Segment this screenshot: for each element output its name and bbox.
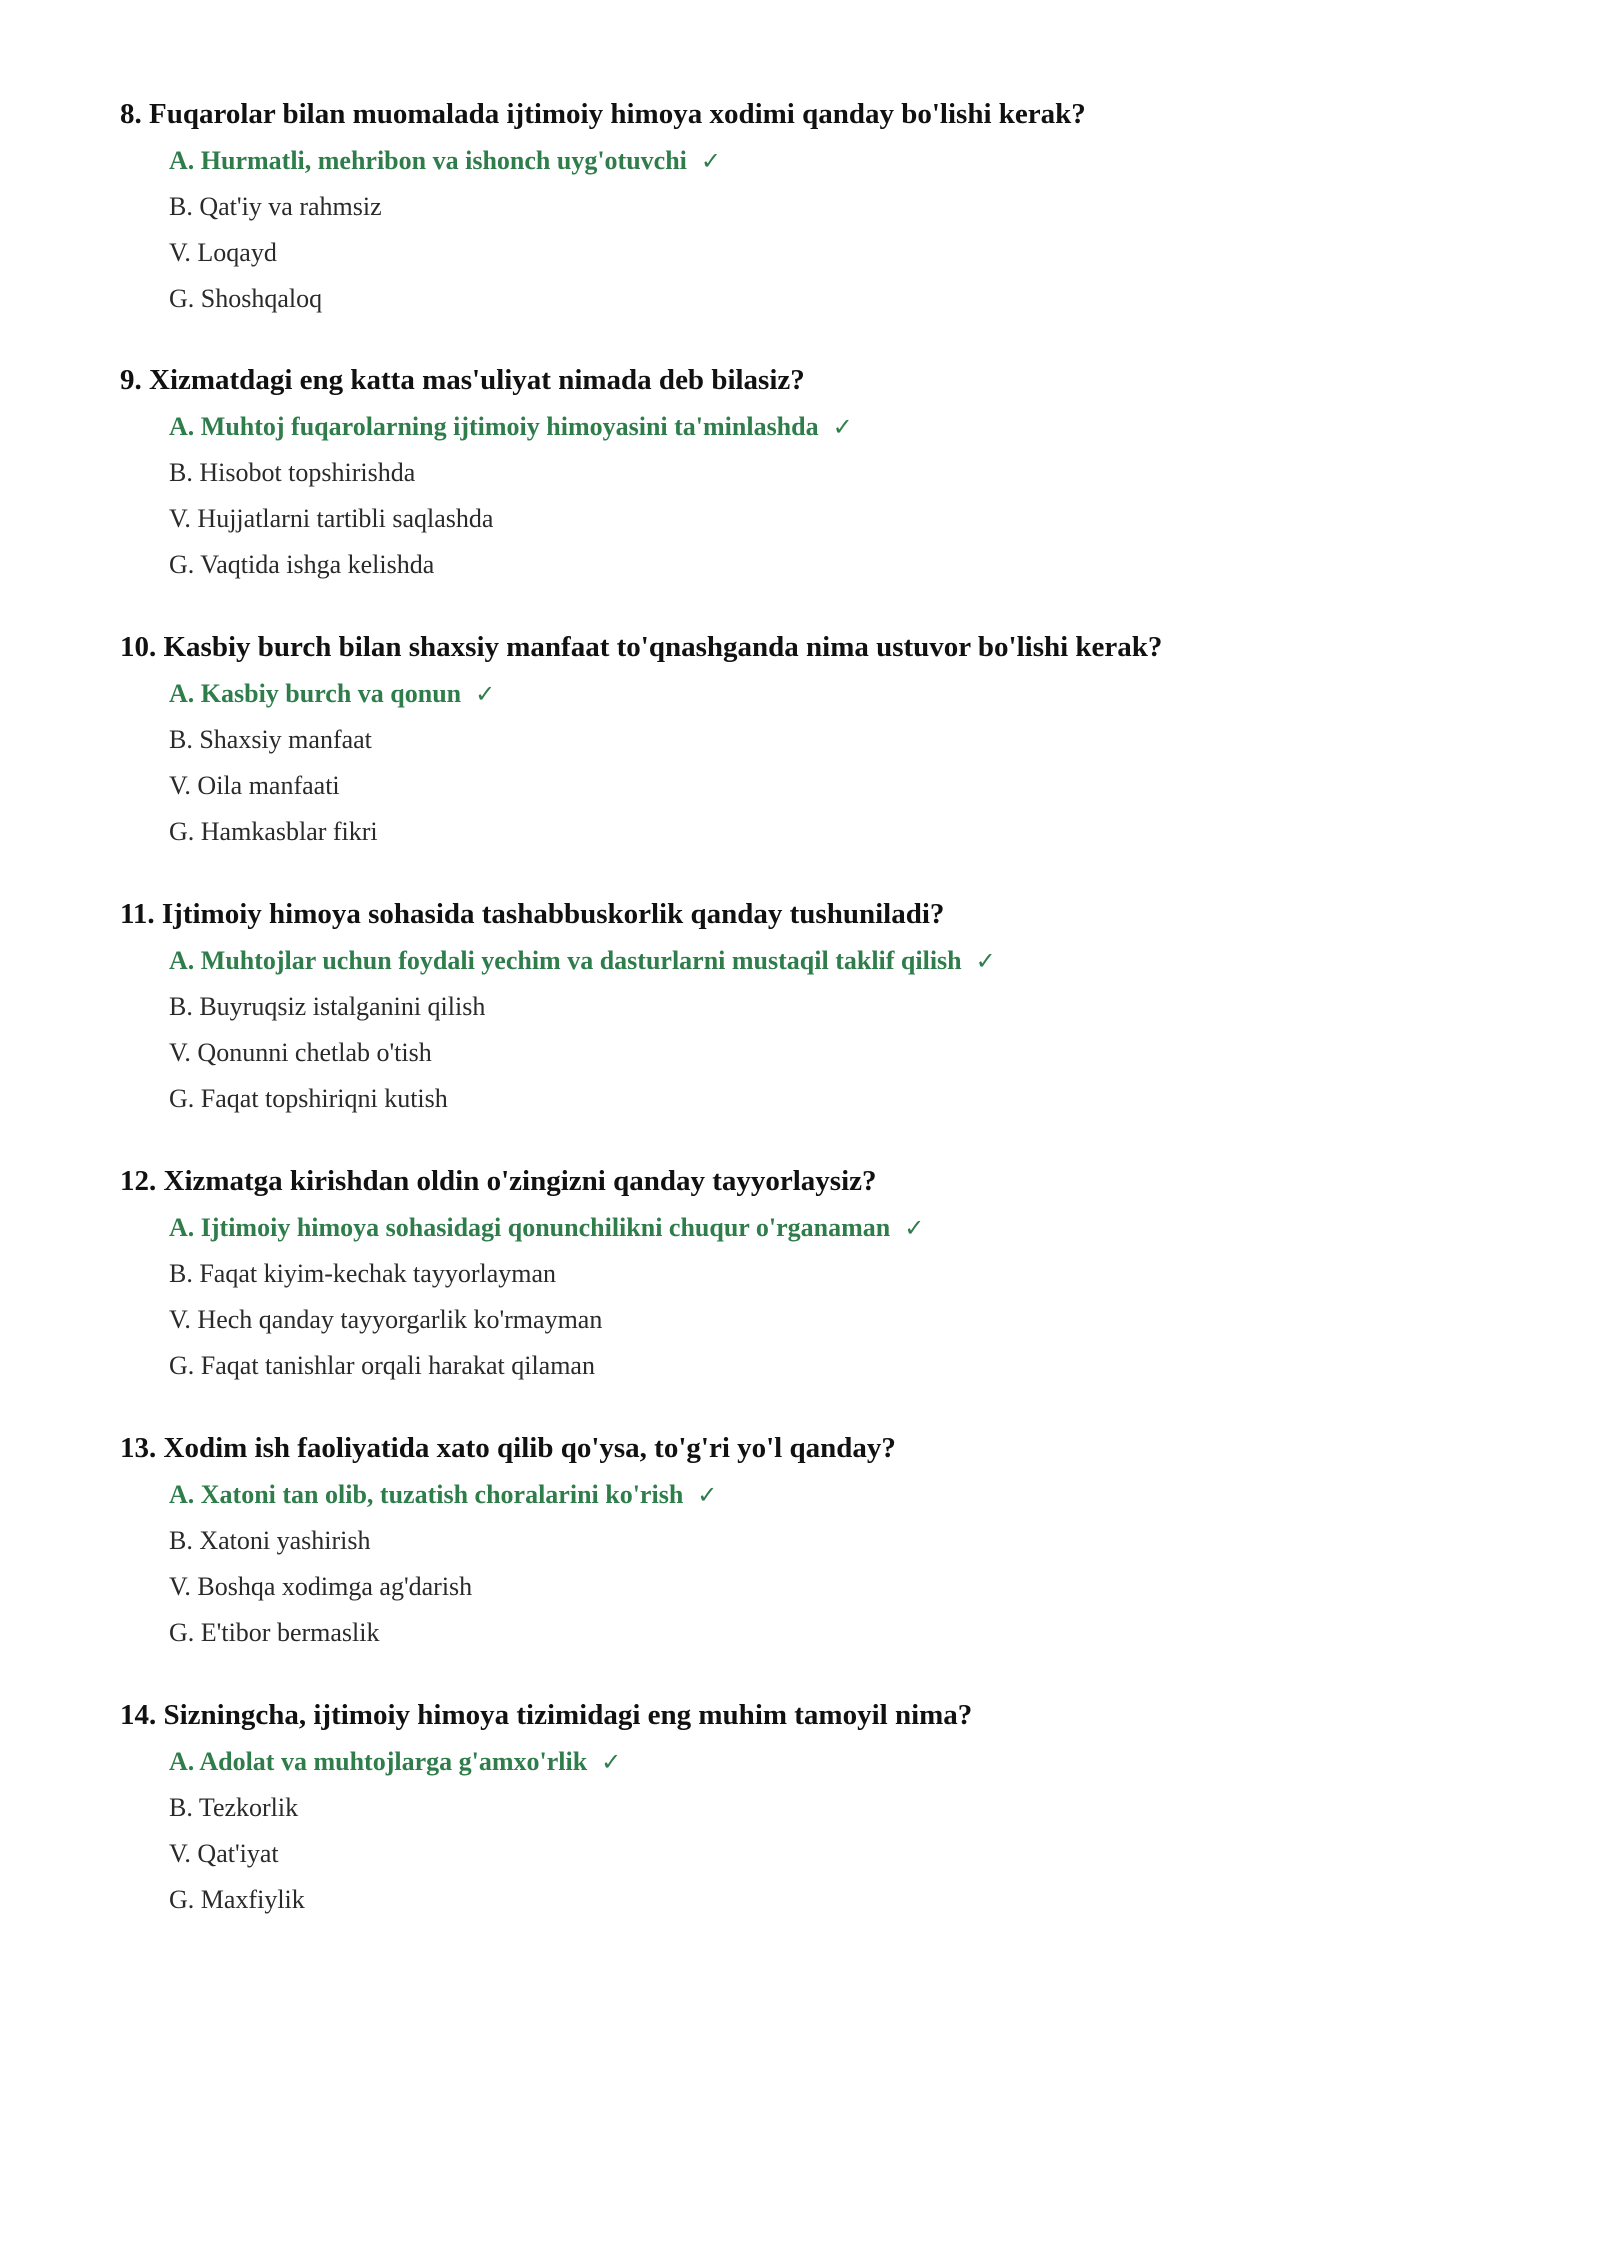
answer-text: G. Shoshqaloq bbox=[169, 284, 323, 313]
answer-option-g bbox=[169, 1351, 1520, 1381]
answer-text: G. E'tibor bermaslik bbox=[169, 1618, 380, 1647]
question-14 bbox=[120, 1697, 1520, 1931]
answer-option-v bbox=[169, 1038, 1520, 1068]
question-8 bbox=[120, 96, 1520, 330]
question-title: 8. Fuqarolar bilan muomalada ijtimoiy himoya xodimi qanday bo'lishi kerak? bbox=[120, 98, 1086, 130]
answer-text: G. Vaqtida ishga kelishda bbox=[169, 550, 435, 579]
answer-option-g bbox=[169, 284, 1520, 314]
answer-text: A. Adolat va muhtojlarga g'amxo'rlik bbox=[169, 1747, 588, 1776]
answer-option-a-correct bbox=[169, 946, 1520, 976]
answer-text: V. Hech qanday tayyorgarlik ko'rmayman bbox=[169, 1305, 603, 1334]
answer-text: B. Buyruqsiz istalganini qilish bbox=[169, 992, 486, 1021]
checkmark-icon: ✓ bbox=[700, 147, 722, 175]
answer-options bbox=[120, 412, 1520, 580]
answer-option-b bbox=[169, 1526, 1520, 1556]
checkmark-icon: ✓ bbox=[975, 947, 996, 975]
answer-option-a-correct bbox=[169, 146, 1520, 176]
answer-option-g bbox=[169, 1084, 1520, 1114]
question-12 bbox=[120, 1163, 1520, 1397]
answer-text: G. Maxfiylik bbox=[169, 1885, 305, 1914]
answer-option-b bbox=[169, 725, 1520, 755]
answer-option-b bbox=[169, 1793, 1520, 1823]
question-title: 13. Xodim ish faoliyatida xato qilib qo'ysa, to'g'ri yo'l qanday? bbox=[120, 1432, 896, 1464]
answer-text: V. Hujjatlarni tartibli saqlashda bbox=[169, 504, 494, 533]
answer-option-v bbox=[169, 238, 1520, 268]
answer-option-g bbox=[169, 1618, 1520, 1648]
question-11 bbox=[120, 896, 1520, 1130]
answer-option-g bbox=[169, 817, 1520, 847]
answer-text: V. Oila manfaati bbox=[169, 771, 340, 800]
answer-options bbox=[120, 1747, 1520, 1915]
question-title: 14. Sizningcha, ijtimoiy himoya tizimidagi eng muhim tamoyil nima? bbox=[120, 1699, 973, 1731]
answer-option-b bbox=[169, 1259, 1520, 1289]
answer-text: V. Loqayd bbox=[169, 238, 277, 267]
answer-options bbox=[120, 1213, 1520, 1381]
answer-text: B. Xatoni yashirish bbox=[169, 1526, 371, 1555]
answer-text: G. Faqat topshiriqni kutish bbox=[169, 1084, 448, 1113]
checkmark-icon: ✓ bbox=[601, 1748, 622, 1776]
answer-text: G. Faqat tanishlar orqali harakat qilaman bbox=[169, 1351, 595, 1380]
answer-options bbox=[120, 1480, 1520, 1648]
answer-text: B. Tezkorlik bbox=[169, 1793, 299, 1822]
answer-text: A. Ijtimoiy himoya sohasidagi qonunchilikni chuqur o'rganaman bbox=[169, 1213, 891, 1242]
answer-text: B. Qat'iy va rahmsiz bbox=[169, 192, 382, 221]
answer-text: A. Muhtojlar uchun foydali yechim va dasturlarni mustaqil taklif qilish bbox=[169, 946, 962, 975]
answer-option-a-correct bbox=[169, 679, 1520, 709]
answer-option-b bbox=[169, 192, 1520, 222]
answer-text: G. Hamkasblar fikri bbox=[169, 817, 378, 846]
answer-text: A. Muhtoj fuqarolarning ijtimoiy himoyasini ta'minlashda bbox=[169, 412, 819, 441]
answer-options bbox=[120, 146, 1520, 314]
answer-option-a-correct bbox=[169, 412, 1520, 442]
question-title: 12. Xizmatga kirishdan oldin o'zingizni qanday tayyorlaysiz? bbox=[120, 1165, 877, 1197]
answer-text: A. Kasbiy burch va qonun bbox=[169, 679, 462, 708]
answer-option-b bbox=[169, 992, 1520, 1022]
answer-text: B. Shaxsiy manfaat bbox=[169, 725, 372, 754]
checkmark-icon: ✓ bbox=[475, 680, 496, 708]
answer-option-a-correct bbox=[169, 1480, 1520, 1510]
answer-text: V. Boshqa xodimga ag'darish bbox=[169, 1572, 473, 1601]
question-title: 11. Ijtimoiy himoya sohasida tashabbuskorlik qanday tushuniladi? bbox=[120, 898, 945, 930]
answer-text: A. Xatoni tan olib, tuzatish choralarini ko'rish bbox=[169, 1480, 684, 1509]
answer-text: A. Hurmatli, mehribon va ishonch uyg'otuvchi bbox=[169, 146, 687, 175]
answer-option-g bbox=[169, 1885, 1520, 1915]
answer-text: B. Hisobot topshirishda bbox=[169, 458, 416, 487]
answer-option-v bbox=[169, 1572, 1520, 1602]
checkmark-icon: ✓ bbox=[697, 1481, 718, 1509]
question-13 bbox=[120, 1430, 1520, 1664]
answer-option-a-correct bbox=[169, 1213, 1520, 1243]
answer-options bbox=[120, 679, 1520, 847]
answer-option-g bbox=[169, 550, 1520, 580]
question-title: 9. Xizmatdagi eng katta mas'uliyat nimada deb bilasiz? bbox=[120, 364, 805, 396]
answer-option-v bbox=[169, 1839, 1520, 1869]
answer-option-v bbox=[169, 771, 1520, 801]
question-10 bbox=[120, 629, 1520, 863]
answer-text: V. Qat'iyat bbox=[169, 1839, 279, 1868]
question-title: 10. Kasbiy burch bilan shaxsiy manfaat to'qnashganda nima ustuvor bo'lishi kerak? bbox=[120, 631, 1163, 663]
answer-option-v bbox=[169, 1305, 1520, 1335]
answer-text: V. Qonunni chetlab o'tish bbox=[169, 1038, 432, 1067]
answer-option-a-correct bbox=[169, 1747, 1520, 1777]
answer-options bbox=[120, 946, 1520, 1114]
checkmark-icon: ✓ bbox=[904, 1214, 925, 1242]
answer-option-b bbox=[169, 458, 1520, 488]
checkmark-icon: ✓ bbox=[832, 413, 853, 441]
answer-option-v bbox=[169, 504, 1520, 534]
answer-text: B. Faqat kiyim-kechak tayyorlayman bbox=[169, 1259, 557, 1288]
question-9 bbox=[120, 362, 1520, 596]
